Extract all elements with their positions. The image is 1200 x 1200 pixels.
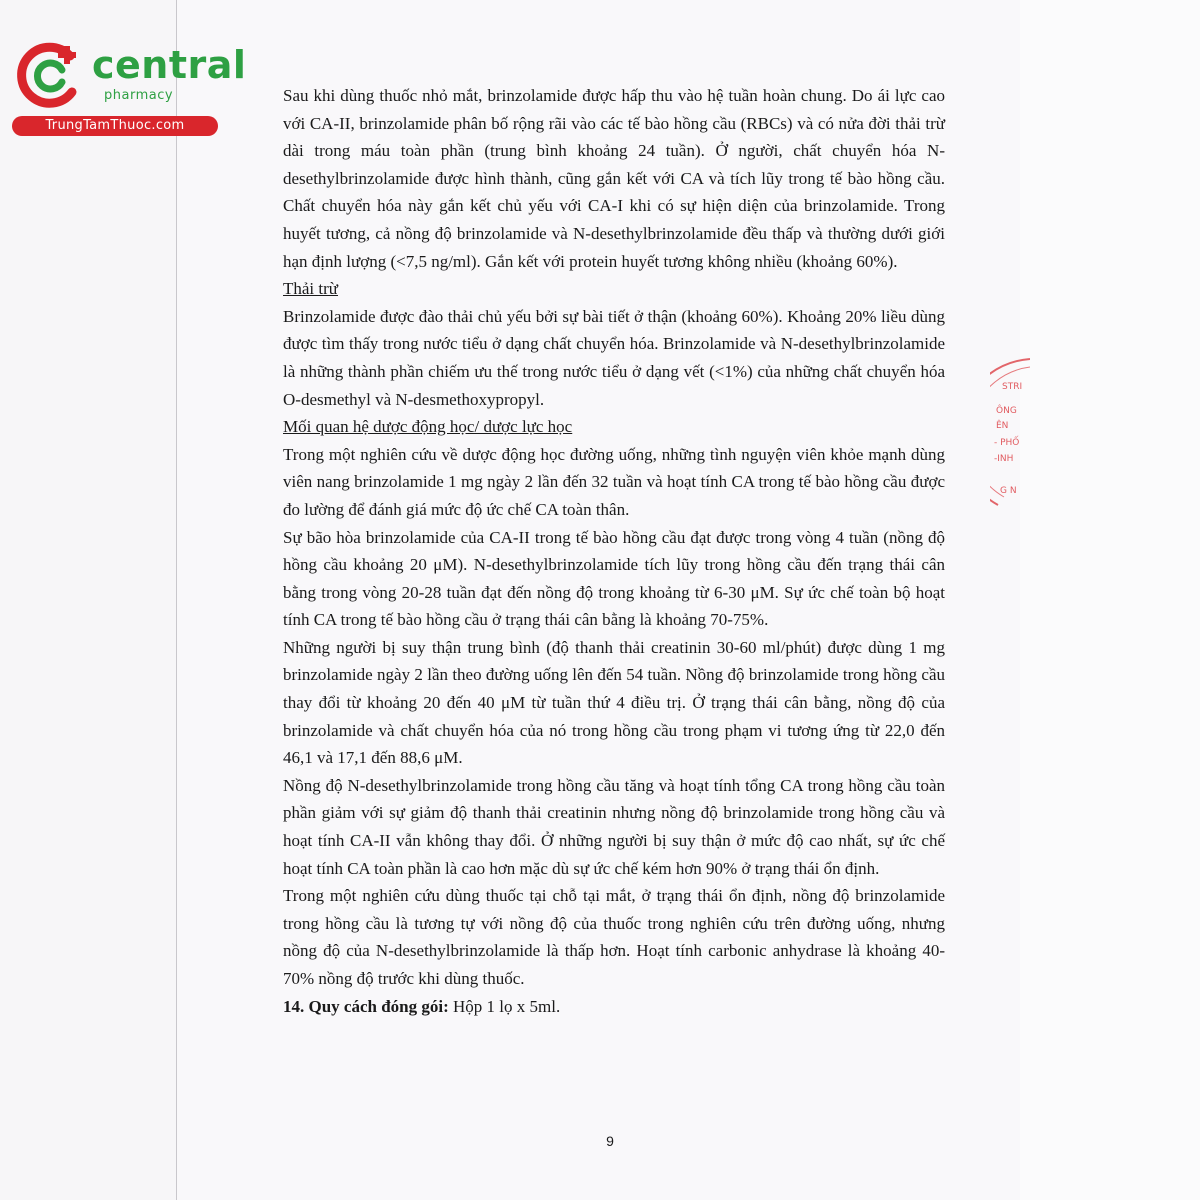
paragraph-topical-study: Trong một nghiên cứu dùng thuốc tại chỗ tại mắt, ở trạng thái ổn định, nồng độ brinzolamide trong hồng cầu là tương tự với nồng độ của thuốc trong nghiên cứu trên đường uống, nhưng nồng độ của N-desethylbrinzolamide là thấp hơn. Hoạt tính carbonic anhydrase là khoảng 40-70% nồng độ trước khi dùng thuốc.	[283, 886, 945, 988]
central-pharmacy-logo[interactable]	[8, 36, 247, 136]
stamp-text-4: - PHỐ	[994, 438, 1020, 448]
paragraph-oral-study: Trong một nghiên cứu về dược động học đường uống, những tình nguyện viên khỏe mạnh dùng viên nang brinzolamide 1 mg ngày 2 lần đến 32 tuần và hoạt tính CA trong tế bào hồng cầu được đo lường để đánh giá mức độ ức chế CA toàn thân.	[283, 444, 945, 519]
logo-website-link[interactable]: TrungTamThuoc.com	[12, 116, 218, 136]
packaging-label: 14. Quy cách đóng gói:	[283, 996, 449, 1016]
logo-brand-name: central	[92, 43, 247, 87]
paragraph-renal-impairment: Những người bị suy thận trung bình (độ thanh thải creatinin 30-60 ml/phút) được dùng 1 mg brinzolamide ngày 2 lần theo đường uống lên đến 54 tuần. Nồng độ brinzolamide trong hồng cầu thay đổi từ khoảng 20 đến 40 μM từ tuần thứ 4 điều trị. Ở trạng thái cân bằng, nồng độ của brinzolamide và chất chuyển hóa của nó trong hồng cầu trong phạm vi tương ứng từ 22,0 đến 46,1 và 17,1 đến 88,6 μM.	[283, 637, 945, 768]
paragraph-creatinine-clearance: Nồng độ N-desethylbrinzolamide trong hồng cầu tăng và hoạt tính tổng CA trong hồng cầu toàn phần giảm với sự giảm độ thanh thải creatinin nhưng nồng độ brinzolamide trong hồng cầu và hoạt tính CA-II vẫn không thay đổi. Ở những người bị suy thận ở mức độ cao nhất, sự ức chế hoạt tính CA toàn phần là cao hơn mặc dù sự ức chế kém hơn 90% ở trạng thái ổn định.	[283, 775, 945, 878]
page-number: 9	[606, 1133, 614, 1149]
paragraph-absorption: Sau khi dùng thuốc nhỏ mắt, brinzolamide được hấp thu vào hệ tuần hoàn chung. Do ái lực cao với CA-II, brinzolamide phân bố rộng rãi vào các tế bào hồng cầu (RBCs) và có nửa đời thải trừ dài trong máu toàn phần (trung bình khoảng 24 tuần). Ở người, chất chuyển hóa N-desethylbrinzolamide được hình thành, cũng gắn kết với CA và tích lũy trong tế bào hồng cầu. Chất chuyển hóa này gắn kết chủ yếu với CA-I khi có sự hiện diện của brinzolamide. Trong huyết tương, cả nồng độ brinzolamide và N-desethylbrinzolamide đều thấp và thường dưới giới hạn định lượng (<7,5 ng/ml). Gắn kết với protein huyết tương không nhiều (khoảng 60%).	[283, 86, 945, 271]
paragraph-saturation: Sự bão hòa brinzolamide của CA-II trong tế bào hồng cầu đạt được trong vòng 4 tuần (nồng độ hồng cầu khoảng 20 μM). N-desethylbrinzolamide tích lũy trong hồng cầu đến trạng thái cân bằng trong vòng 20-28 tuần đạt đến nồng độ trong khoảng từ 6-30 μM. Sự ức chế toàn bộ hoạt tính CA trong tế bào hồng cầu ở trạng thái cân bằng là khoảng 70-75%.	[283, 527, 945, 630]
stamp-fragment	[990, 355, 1030, 515]
packaging-line	[283, 993, 945, 1021]
document-body	[283, 82, 945, 1020]
stamp-text-6: G N	[1000, 486, 1017, 496]
stamp-text-2: ÔNG	[996, 406, 1017, 416]
stamp-text-5: -INH	[994, 454, 1014, 464]
pharmacy-cross-icon	[12, 40, 82, 110]
packaging-value: Hộp 1 lọ x 5ml.	[453, 996, 561, 1016]
right-margin	[1020, 0, 1200, 1200]
logo-subtitle: pharmacy	[104, 88, 174, 103]
section-heading-elimination: Thải trừ	[283, 279, 339, 299]
paragraph-elimination: Brinzolamide được đào thải chủ yếu bởi sự bài tiết ở thận (khoảng 60%). Khoảng 20% liều dùng được tìm thấy trong nước tiểu ở dạng chất chuyển hóa. Brinzolamide và N-desethylbrinzolamide là những thành phần chiếm ưu thế trong nước tiểu ở dạng vết (<1%) của những chất chuyển hóa O-desmethyl và N-desmethoxypropyl.	[283, 306, 945, 409]
section-heading-pk-pd: Mối quan hệ dược động học/ dược lực học	[283, 417, 573, 437]
stamp-text-3: ÊN	[996, 421, 1009, 431]
stamp-text-1: STRI	[1002, 382, 1023, 392]
